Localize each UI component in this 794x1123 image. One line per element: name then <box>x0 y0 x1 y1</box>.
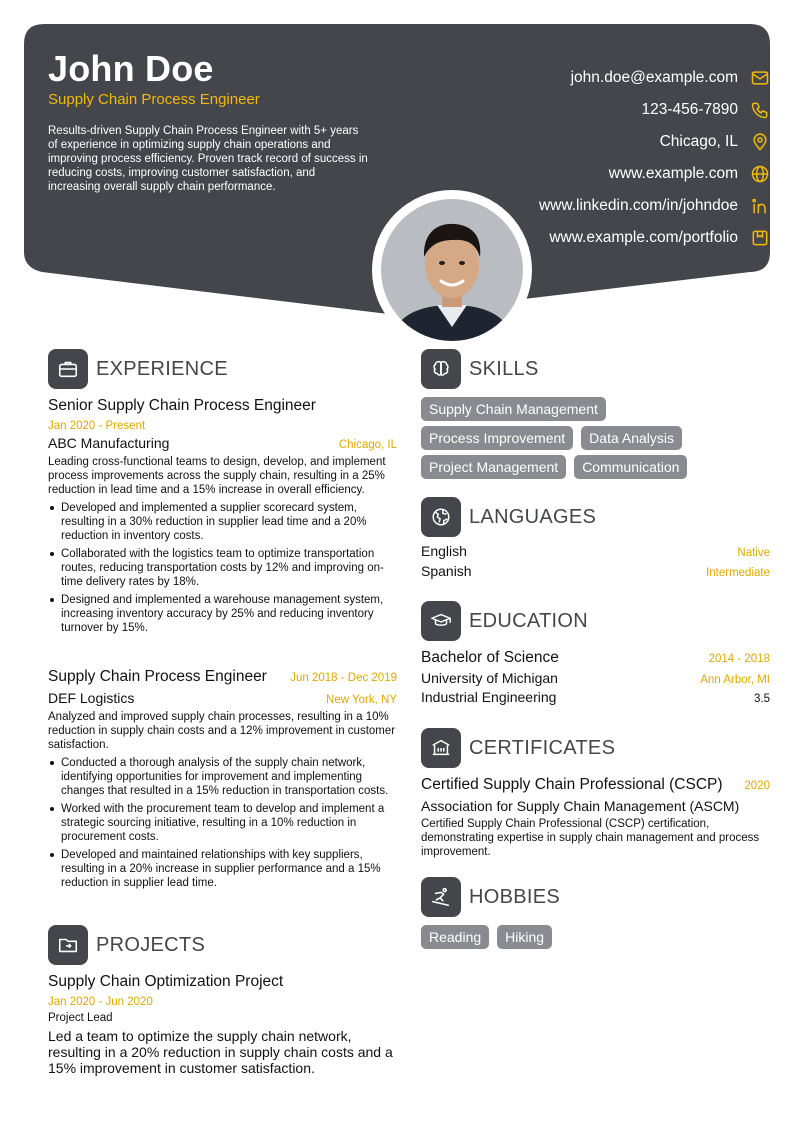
graduation-cap-icon <box>421 601 461 641</box>
contact-email-text[interactable]: john.doe@example.com <box>570 69 738 86</box>
experience-title: EXPERIENCE <box>96 357 228 380</box>
certificate-name: Certified Supply Chain Professional (CSCP) <box>421 776 723 793</box>
skills-title: SKILLS <box>469 357 539 380</box>
experience-entry <box>48 397 397 639</box>
experience-heading <box>48 349 228 389</box>
skill-tag: Supply Chain Management <box>421 397 606 421</box>
experience-entry <box>48 668 397 894</box>
hobbies-heading <box>421 877 560 917</box>
education-heading <box>421 601 588 641</box>
contact-linkedin-text[interactable]: www.linkedin.com/in/johndoe <box>538 197 738 214</box>
project-entry <box>48 973 397 1076</box>
languages-title: LANGUAGES <box>469 505 597 528</box>
hobbies-title: HOBBIES <box>469 885 561 908</box>
contact-location-text: Chicago, IL <box>659 133 738 150</box>
profile-summary: Results-driven Supply Chain Process Engineer with 5+ years of experience in optimizing supply chain operations and improving process efficiency. Proven track record of success in reducing costs, improving customer satisfaction, and increasing overall supply chain performance. <box>48 125 368 193</box>
education-school: University of Michigan <box>421 670 558 686</box>
certificate-year: 2020 <box>744 780 770 792</box>
education-gpa: 3.5 <box>754 693 770 705</box>
language-globe-icon <box>421 497 461 537</box>
certificate-org: Association for Supply Chain Management (ASCM) <box>421 798 740 814</box>
brain-icon <box>421 349 461 389</box>
skill-tag: Data Analysis <box>581 426 682 450</box>
candidate-role: Supply Chain Process Engineer <box>48 91 260 108</box>
skill-tag: Communication <box>574 455 687 479</box>
project-name: Supply Chain Optimization Project <box>48 973 284 990</box>
institution-icon <box>421 728 461 768</box>
certificate-description: Certified Supply Chain Professional (CSCP) certification, demonstrating expertise in supply chain management and process improvement. <box>421 818 760 858</box>
languages-heading <box>421 497 596 537</box>
language-list <box>421 543 770 583</box>
language-name: Spanish <box>421 563 472 579</box>
contact-phone-text[interactable]: 123-456-7890 <box>641 101 738 118</box>
hobby-tags <box>421 925 770 954</box>
job-location: New York, NY <box>326 694 397 706</box>
project-role: Project Lead <box>48 1012 113 1024</box>
job-summary: Leading cross-functional teams to design, develop, and implement process improvements across the supply chain, resulting in a 25% reduction in lead time and a 15% increase in overall efficiency. <box>48 456 386 496</box>
globe-icon <box>750 164 770 184</box>
language-name: English <box>421 543 467 559</box>
job-bullet: Developed and maintained relationships with key suppliers, resulting in a 20% increase in supplier performance and a 15% reduction in supplier lead time. <box>48 848 397 890</box>
skiing-icon <box>421 877 461 917</box>
language-level: Native <box>737 547 770 559</box>
job-bullets <box>48 501 397 635</box>
education-location: Ann Arbor, MI <box>700 674 770 686</box>
job-bullet: Worked with the procurement team to develop and implement a strategic sourcing initiative, resulting in a 10% reduction in procurement costs. <box>48 802 397 844</box>
hobby-tag: Reading <box>421 925 489 949</box>
education-years: 2014 - 2018 <box>708 653 770 665</box>
briefcase-icon <box>48 349 88 389</box>
project-description: Led a team to optimize the supply chain network, resulting in a 20% reduction in supply chain costs and a 15% improvement in customer satisfaction. <box>48 1028 393 1076</box>
education-entry <box>421 649 770 705</box>
certificates-heading <box>421 728 615 768</box>
language-level: Intermediate <box>706 567 770 579</box>
candidate-name: John Doe <box>48 48 214 89</box>
contact-location <box>450 126 770 158</box>
skills-heading <box>421 349 539 389</box>
projects-heading <box>48 925 205 965</box>
certificate-entry <box>421 776 770 859</box>
project-dates: Jan 2020 - Jun 2020 <box>48 996 153 1008</box>
folder-icon <box>48 925 88 965</box>
contact-portfolio-text[interactable]: www.example.com/portfolio <box>549 229 738 246</box>
job-dates: Jan 2020 - Present <box>48 420 146 432</box>
language-row <box>421 563 770 583</box>
skill-tags <box>421 397 770 484</box>
job-title: Senior Supply Chain Process Engineer <box>48 397 316 414</box>
certificates-title: CERTIFICATES <box>469 736 616 759</box>
education-degree: Bachelor of Science <box>421 649 559 666</box>
job-bullet: Conducted a thorough analysis of the supply chain network, identifying opportunities for improvement and implementing changes that resulted in a 15% reduction in transportation costs. <box>48 756 397 798</box>
education-title: EDUCATION <box>469 609 588 632</box>
contact-phone <box>450 94 770 126</box>
profile-photo <box>381 199 523 341</box>
job-title: Supply Chain Process Engineer <box>48 668 267 685</box>
linkedin-icon <box>750 196 770 216</box>
phone-icon <box>750 100 770 120</box>
contact-website-text[interactable]: www.example.com <box>608 165 738 182</box>
projects-title: PROJECTS <box>96 933 206 956</box>
job-company: DEF Logistics <box>48 690 135 706</box>
mail-icon <box>750 68 770 88</box>
contact-website <box>450 158 770 190</box>
job-summary: Analyzed and improved supply chain processes, resulting in a 10% reduction in supply chain costs and a 12% improvement in customer satisfaction. <box>48 711 396 751</box>
location-pin-icon <box>750 132 770 152</box>
hobby-tag: Hiking <box>497 925 552 949</box>
portfolio-icon <box>750 228 770 248</box>
skill-tag: Project Management <box>421 455 566 479</box>
job-bullet: Designed and implemented a warehouse management system, increasing inventory accuracy by 25% and reducing inventory turnover by 15%. <box>48 593 397 635</box>
job-bullet: Developed and implemented a supplier scorecard system, resulting in a 30% reduction in supplier lead time and a 20% reduction in inventory costs. <box>48 501 397 543</box>
job-bullet: Collaborated with the logistics team to optimize transportation routes, reducing transportation costs by 12% and improving on-time delivery rates by 18%. <box>48 547 397 589</box>
education-field: Industrial Engineering <box>421 689 557 705</box>
job-location: Chicago, IL <box>338 439 397 451</box>
job-company: ABC Manufacturing <box>48 435 170 451</box>
job-bullets <box>48 756 397 890</box>
contact-email <box>450 62 770 94</box>
skill-tag: Process Improvement <box>421 426 573 450</box>
job-dates: Jun 2018 - Dec 2019 <box>290 672 397 684</box>
language-row <box>421 543 770 563</box>
